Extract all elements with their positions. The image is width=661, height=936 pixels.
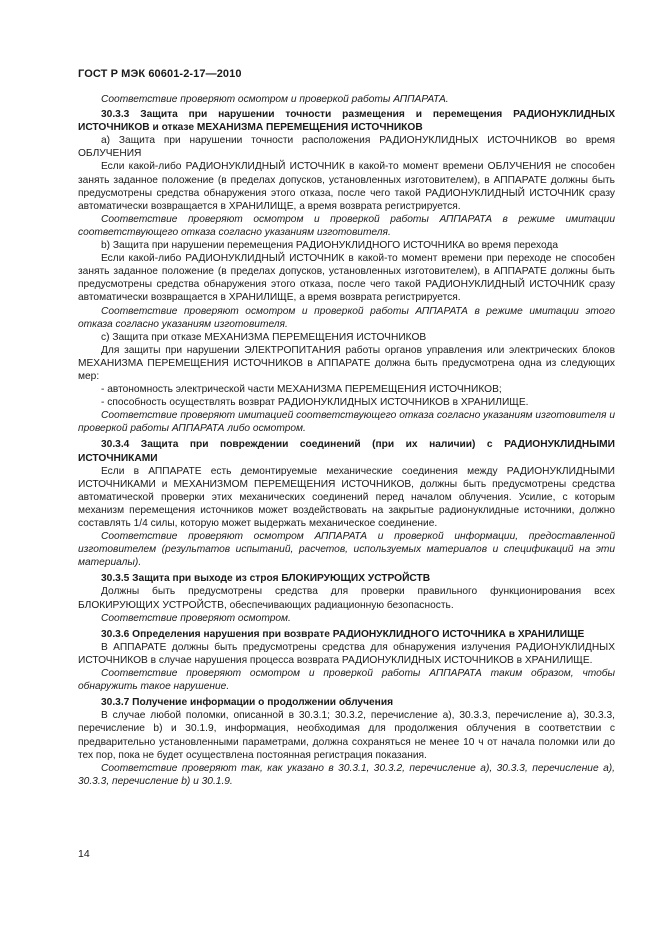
page-number: 14 [78,848,90,860]
list-item: - способность осуществлять возврат РАДИОНУКЛИДНЫХ ИСТОЧНИКОВ в ХРАНИЛИЩЕ. [101,397,529,409]
body-paragraph: b) Защита при нарушении перемещения РАДИОНУКЛИДНОГО ИСТОЧНИКА во время перехода [101,240,559,252]
compliance-note: Соответствие проверяют осмотром и проверкой работы АППАРАТА в режиме имитации этого отказа согласно указаниям изготовителя. [78,305,615,330]
body-paragraph: Если в АППАРАТЕ есть демонтируемые механические соединения между РАДИОНУКЛИДНЫМИ ИСТОЧНИКАМИ и МЕХАНИЗМОМ ПЕРЕМЕЩЕНИЯ ИСТОЧНИКОВ, должны быть предусмотрены средства автоматической проверки этих механических соединений перед началом облучения. Усилие, с которым механизм перемещения источников может воздействовать на закрытые радионуклидные источники, должно составлять 1/4 силы, которую может выдержать механическое соединение. [78,465,615,529]
compliance-note: Соответствие проверяют имитацией соответствующего отказа согласно указаниям изготовителя и проверкой работы АППАРАТА либо осмотром. [78,410,615,435]
compliance-note: Соответствие проверяют осмотром АППАРАТА и проверкой информации, предоставленной изготовителем (результатов испытаний, расчетов, используемых материалов и спецификаций на эти материалы). [78,531,615,569]
compliance-note: Соответствие проверяют так, как указано в 30.3.1, 30.3.2, перечисление a), 30.3.3, перечисление a), 30.3.3, перечисление b) и 30.1.9. [78,762,615,787]
document-body [78,93,615,788]
body-paragraph: Для защиты при нарушении ЭЛЕКТРОПИТАНИЯ работы органов управления или электрических блоков МЕХАНИЗМА ПЕРЕМЕЩЕНИЯ ИСТОЧНИКОВ в АППАРАТЕ должна быть предусмотрена одна из следующих мер: [78,344,615,382]
section-heading: 30.3.7 Получение информации о продолжении облучения [101,697,394,709]
section-heading: 30.3.3 Защита при нарушении точности размещения и перемещения РАДИОНУКЛИДНЫХ ИСТОЧНИКОВ и отказе МЕХАНИЗМА ПЕРЕМЕЩЕНИЯ ИСТОЧНИКОВ [78,109,615,134]
body-paragraph: Если какой-либо РАДИОНУКЛИДНЫЙ ИСТОЧНИК в какой-то момент времени ОБЛУЧЕНИЯ не способен занять заданное положение (в пределах допусков, установленных изготовителем), в АППАРАТЕ должны быть предусмотрены средства обнаружения этого отказа, после чего такой РАДИОНУКЛИДНЫЙ ИСТОЧНИК сразу автоматически возвращается в ХРАНИЛИЩЕ, а время возврата регистрируется. [78,161,615,212]
compliance-note: Соответствие проверяют осмотром. [101,612,291,624]
body-paragraph: В АППАРАТЕ должны быть предусмотрены средства для обнаружения излучения РАДИОНУКЛИДНЫХ ИСТОЧНИКОВ в случае нарушения процесса возврата РАДИОНУКЛИДНЫХ ИСТОЧНИКОВ в ХРАНИЛИЩЕ. [78,641,615,666]
section-heading: 30.3.6 Определения нарушения при возврате РАДИОНУКЛИДНОГО ИСТОЧНИКА в ХРАНИЛИЩЕ [101,628,585,640]
list-item: - автономность электрической части МЕХАНИЗМА ПЕРЕМЕЩЕНИЯ ИСТОЧНИКОВ; [101,384,502,396]
body-paragraph: c) Защита при отказе МЕХАНИЗМА ПЕРЕМЕЩЕНИЯ ИСТОЧНИКОВ [101,331,427,343]
compliance-note: Соответствие проверяют осмотром и проверкой работы АППАРАТА. [101,94,449,105]
body-paragraph: Если какой-либо РАДИОНУКЛИДНЫЙ ИСТОЧНИК в какой-то момент времени при переходе не способен занять заданное положение (в пределах допусков, установленных изготовителем), в АППАРАТЕ должны быть предусмотрены средства обнаружения этого отказа, после чего такой РАДИОНУКЛИДНЫЙ ИСТОЧНИК сразу автоматически возвращается в ХРАНИЛИЩЕ, а время возврата регистрируется. [78,253,615,304]
body-paragraph: Должны быть предусмотрены средства для проверки правильного функционирования всех БЛОКИРУЮЩИХ УСТРОЙСТВ, обеспечивающих радиационную безопасность. [78,586,615,611]
body-paragraph: a) Защита при нарушении точности расположения РАДИОНУКЛИДНЫХ ИСТОЧНИКОВ во время ОБЛУЧЕНИЯ [78,135,615,160]
body-paragraph: В случае любой поломки, описанной в 30.3.1; 30.3.2, перечисление a), 30.3.3, перечисление a), 30.3.3, перечисление b) и 30.1.9, информация, необходимая для продолжения облучения в соответствии с предварительно установленными параметрами, должна сохраняться не менее 10 ч от начала поломки или до тех пор, пока не будет осуществлена постоянная регистрация показания. [78,710,615,761]
compliance-note: Соответствие проверяют осмотром и проверкой работы АППАРАТА таким образом, чтобы обнаружить такое нарушение. [78,668,615,693]
compliance-note: Соответствие проверяют осмотром и проверкой работы АППАРАТА в режиме имитации соответствующего отказа согласно указаниям изготовителя. [78,213,615,238]
section-heading: 30.3.4 Защита при повреждении соединений (при их наличии) с РАДИОНУКЛИДНЫМИ ИСТОЧНИКАМИ [78,439,615,464]
standard-header: ГОСТ Р МЭК 60601-2-17—2010 [78,68,242,80]
section-heading: 30.3.5 Защита при выходе из строя БЛОКИРУЮЩИХ УСТРОЙСТВ [101,573,431,585]
